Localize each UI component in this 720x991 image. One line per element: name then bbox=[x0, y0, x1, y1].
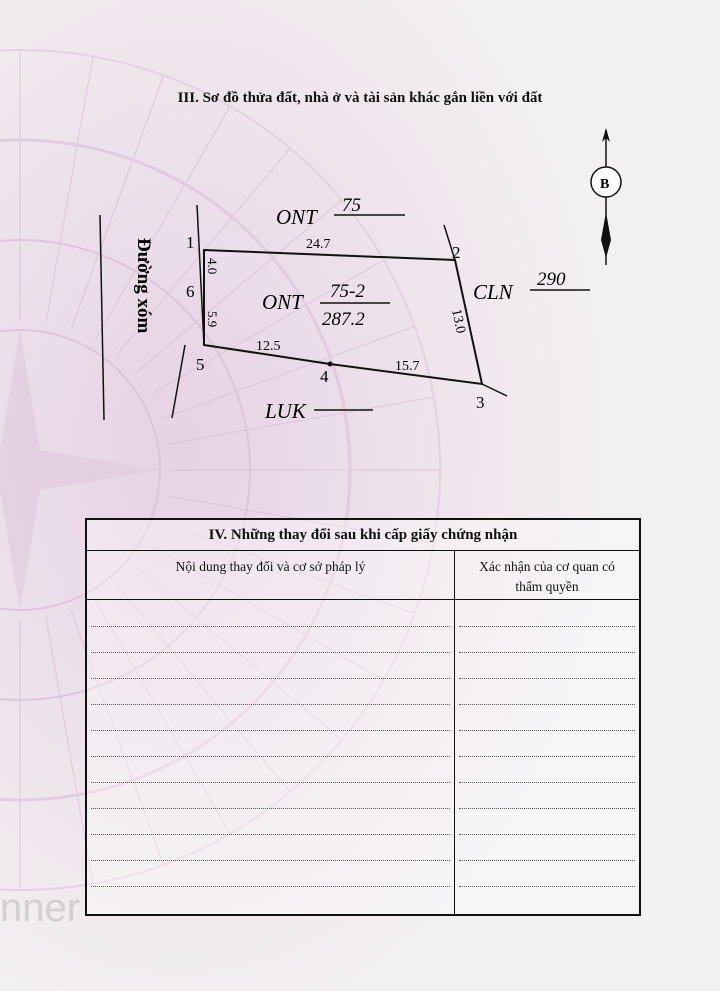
vertex-6-label: 6 bbox=[186, 282, 195, 301]
dotted-entry-line bbox=[459, 834, 635, 835]
dotted-entry-line bbox=[91, 730, 450, 731]
edge-1-2-length: 24.7 bbox=[306, 237, 331, 252]
section-iii-title: III. Sơ đồ thửa đất, nhà ở và tài sản khác gắn liền với đất bbox=[177, 90, 543, 106]
changes-table bbox=[85, 518, 641, 916]
southwest-extension-line bbox=[172, 345, 185, 418]
dotted-entry-line bbox=[91, 808, 450, 809]
dotted-entry-line bbox=[459, 730, 635, 731]
north-compass-icon bbox=[591, 128, 621, 265]
southeast-extension-line bbox=[482, 384, 507, 396]
vertex-5-label: 5 bbox=[196, 355, 205, 374]
main-parcel-number: 75-2 bbox=[330, 281, 365, 302]
vertex-1-label: 1 bbox=[186, 233, 195, 252]
dotted-entry-line bbox=[459, 782, 635, 783]
dotted-entry-line bbox=[91, 704, 450, 705]
dotted-entry-line bbox=[91, 860, 450, 861]
vertex-3-label: 3 bbox=[476, 393, 485, 412]
dotted-entry-line bbox=[459, 626, 635, 627]
table-body bbox=[87, 600, 639, 914]
vertex-2-label: 2 bbox=[452, 243, 461, 262]
dotted-entry-line bbox=[459, 652, 635, 653]
dotted-entry-line bbox=[91, 886, 450, 887]
scanner-watermark: nner bbox=[0, 886, 81, 930]
edge-2-3-length: 13.0 bbox=[448, 307, 468, 335]
section-iv-title: IV. Những thay đổi sau khi cấp giấy chứng nhận bbox=[87, 520, 639, 551]
dotted-entry-line bbox=[91, 652, 450, 653]
dotted-entry-line bbox=[91, 834, 450, 835]
dotted-entry-line bbox=[459, 756, 635, 757]
edge-6-1-length: 4.0 bbox=[205, 258, 220, 275]
dotted-entry-line bbox=[91, 626, 450, 627]
compass-label: B bbox=[600, 177, 610, 192]
dotted-entry-line bbox=[91, 782, 450, 783]
north-parcel-number: 75 bbox=[342, 195, 361, 216]
dotted-entry-line bbox=[459, 704, 635, 705]
header-authority-line2: thẩm quyền bbox=[515, 579, 579, 594]
north-parcel-code: ONT bbox=[276, 205, 317, 229]
dotted-entry-line bbox=[459, 886, 635, 887]
east-parcel-number: 290 bbox=[537, 269, 566, 290]
vertex-4-dot bbox=[328, 362, 333, 367]
edge-3-4-length: 15.7 bbox=[395, 359, 420, 374]
edge-4-5-length: 12.5 bbox=[256, 339, 281, 354]
east-parcel-code: CLN bbox=[473, 280, 513, 304]
road-label: Đường xóm bbox=[133, 238, 154, 334]
dotted-entry-line bbox=[91, 756, 450, 757]
dotted-entry-line bbox=[459, 860, 635, 861]
dotted-entry-line bbox=[459, 678, 635, 679]
table-header-row bbox=[87, 551, 639, 600]
vertex-4-label: 4 bbox=[320, 367, 329, 386]
road-line bbox=[100, 215, 104, 420]
edge-5-6-length: 5.9 bbox=[205, 311, 220, 328]
authority-confirmation-column[interactable] bbox=[455, 600, 639, 914]
change-content-column[interactable] bbox=[87, 600, 455, 914]
header-authority-confirmation bbox=[455, 551, 639, 599]
west-extension-line bbox=[197, 205, 204, 345]
main-parcel-code: ONT bbox=[262, 290, 303, 314]
main-parcel-area: 287.2 bbox=[322, 309, 365, 330]
dotted-entry-line bbox=[459, 808, 635, 809]
header-authority-line1: Xác nhận của cơ quan có bbox=[479, 559, 615, 574]
header-change-content: Nội dung thay đổi và cơ sở pháp lý bbox=[87, 551, 455, 599]
south-parcel-code: LUK bbox=[265, 399, 306, 423]
dotted-entry-line bbox=[91, 678, 450, 679]
